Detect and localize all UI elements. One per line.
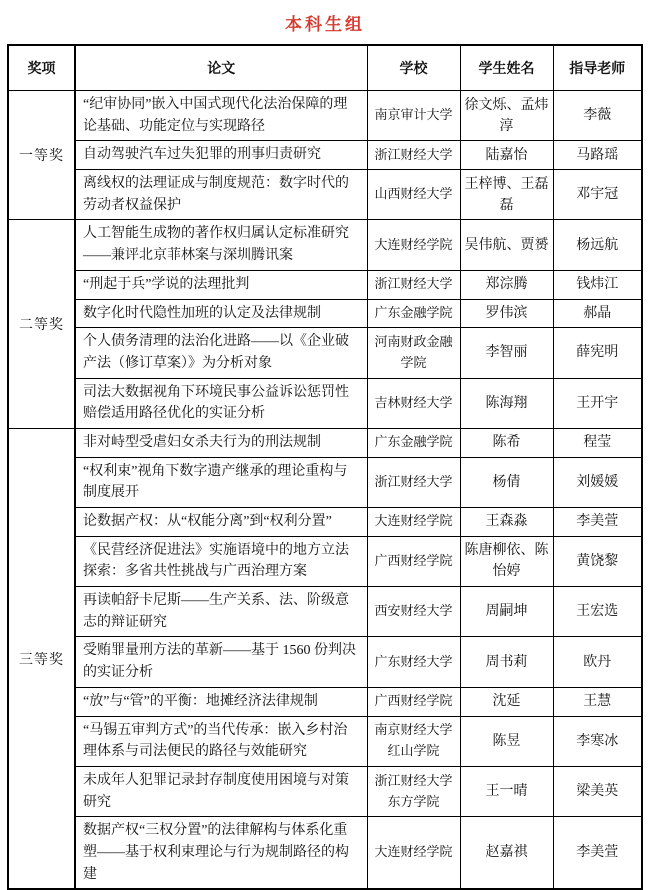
students-cell: 周书莉 (460, 637, 553, 687)
school-cell: 山西财经大学 (367, 170, 460, 220)
award-group-label: 三等奖 (8, 428, 75, 889)
paper-cell: “刑起于兵”学说的法理批判 (75, 270, 367, 299)
students-cell: 徐文烁、孟炜淳 (460, 91, 553, 141)
advisor-cell: 薛宪明 (553, 328, 642, 378)
students-cell: 罗伟滨 (460, 299, 553, 328)
column-header-school: 学校 (367, 45, 460, 91)
table-row (8, 766, 642, 816)
students-cell: 陈希 (460, 428, 553, 457)
advisor-cell: 程莹 (553, 428, 642, 457)
table-row (8, 170, 642, 220)
students-cell: 陆嘉怡 (460, 141, 553, 170)
advisor-cell: 李美萱 (553, 817, 642, 890)
table-row (8, 91, 642, 141)
table-row (8, 536, 642, 586)
students-cell: 王梓博、王磊磊 (460, 170, 553, 220)
school-cell: 广西财经学院 (367, 536, 460, 586)
award-group-label: 二等奖 (8, 220, 75, 429)
table-body (8, 91, 642, 890)
students-cell: 陈海翔 (460, 378, 553, 428)
paper-cell: “权利束”视角下数字遗产继承的理论重构与制度展开 (75, 457, 367, 507)
school-cell: 浙江财经大学东方学院 (367, 766, 460, 816)
school-cell: 南京审计大学 (367, 91, 460, 141)
school-cell: 大连财经学院 (367, 220, 460, 270)
column-header-advisor: 指导老师 (553, 45, 642, 91)
school-cell: 大连财经学院 (367, 817, 460, 890)
advisor-cell: 王开宇 (553, 378, 642, 428)
students-cell: 李智丽 (460, 328, 553, 378)
table-row (8, 687, 642, 716)
advisor-cell: 欧丹 (553, 637, 642, 687)
paper-cell: 离线权的法理证成与制度规范：数字时代的劳动者权益保护 (75, 170, 367, 220)
advisor-cell: 黄饶黎 (553, 536, 642, 586)
school-cell: 广西财经学院 (367, 687, 460, 716)
advisor-cell: 杨远航 (553, 220, 642, 270)
page-title: 本科生组 (285, 15, 365, 34)
paper-cell: 非对峙型受虐妇女杀夫行为的刑法规制 (75, 428, 367, 457)
paper-cell: 《民营经济促进法》实施语境中的地方立法探索：多省共性挑战与广西治理方案 (75, 536, 367, 586)
advisor-cell: 刘媛媛 (553, 457, 642, 507)
paper-cell: 数字化时代隐性加班的认定及法律规制 (75, 299, 367, 328)
advisor-cell: 钱炜江 (553, 270, 642, 299)
table-row (8, 328, 642, 378)
advisor-cell: 郝晶 (553, 299, 642, 328)
column-header-paper: 论文 (75, 45, 367, 91)
students-cell: 陈唐柳依、陈怡婷 (460, 536, 553, 586)
paper-cell: 未成年人犯罪记录封存制度使用困境与对策研究 (75, 766, 367, 816)
table-row (8, 378, 642, 428)
advisor-cell: 王宏选 (553, 587, 642, 637)
award-group-label: 一等奖 (8, 91, 75, 220)
students-cell: 杨倩 (460, 457, 553, 507)
school-cell: 浙江财经大学 (367, 457, 460, 507)
students-cell: 吴伟航、贾赟 (460, 220, 553, 270)
students-cell: 郑淙腾 (460, 270, 553, 299)
school-cell: 河南财政金融学院 (367, 328, 460, 378)
table-row (8, 141, 642, 170)
paper-cell: 论数据产权：从“权能分离”到“权利分置” (75, 508, 367, 537)
school-cell: 浙江财经大学 (367, 141, 460, 170)
school-cell: 吉林财经大学 (367, 378, 460, 428)
table-row (8, 428, 642, 457)
table-row (8, 817, 642, 890)
header-row (8, 45, 642, 91)
students-cell: 陈昱 (460, 716, 553, 766)
advisor-cell: 马路瑶 (553, 141, 642, 170)
students-cell: 王一晴 (460, 766, 553, 816)
table-row (8, 220, 642, 270)
paper-cell: “纪审协同”嵌入中国式现代化法治保障的理论基础、功能定位与实现路径 (75, 91, 367, 141)
paper-cell: “放”与“管”的平衡：地摊经济法律规制 (75, 687, 367, 716)
column-header-students: 学生姓名 (460, 45, 553, 91)
school-cell: 南京财经大学红山学院 (367, 716, 460, 766)
table-row (8, 299, 642, 328)
paper-cell: 受贿罪量刑方法的革新——基于 1560 份判决的实证分析 (75, 637, 367, 687)
table-row (8, 637, 642, 687)
awards-table (7, 44, 643, 890)
school-cell: 广东金融学院 (367, 428, 460, 457)
advisor-cell: 李薇 (553, 91, 642, 141)
advisor-cell: 梁美英 (553, 766, 642, 816)
students-cell: 周嗣坤 (460, 587, 553, 637)
table-row (8, 587, 642, 637)
school-cell: 浙江财经大学 (367, 270, 460, 299)
column-header-award: 奖项 (8, 45, 75, 91)
students-cell: 王森淼 (460, 508, 553, 537)
paper-cell: 自动驾驶汽车过失犯罪的刑事归责研究 (75, 141, 367, 170)
table-row (8, 716, 642, 766)
paper-cell: 司法大数据视角下环境民事公益诉讼惩罚性赔偿适用路径优化的实证分析 (75, 378, 367, 428)
table-row (8, 508, 642, 537)
paper-cell: 人工智能生成物的著作权归属认定标准研究——兼评北京菲林案与深圳腾讯案 (75, 220, 367, 270)
paper-cell: “马锡五审判方式”的当代传承：嵌入乡村治理体系与司法便民的路径与效能研究 (75, 716, 367, 766)
school-cell: 广东财经大学 (367, 637, 460, 687)
paper-cell: 个人债务清理的法治化进路——以《企业破产法（修订草案）》为分析对象 (75, 328, 367, 378)
advisor-cell: 邓宇冠 (553, 170, 642, 220)
advisor-cell: 李寒冰 (553, 716, 642, 766)
table-row (8, 457, 642, 507)
table-row (8, 270, 642, 299)
school-cell: 广东金融学院 (367, 299, 460, 328)
school-cell: 西安财经大学 (367, 587, 460, 637)
students-cell: 赵嘉祺 (460, 817, 553, 890)
students-cell: 沈延 (460, 687, 553, 716)
table-header (8, 45, 642, 91)
advisor-cell: 李美萱 (553, 508, 642, 537)
advisor-cell: 王慧 (553, 687, 642, 716)
paper-cell: 再读帕舒卡尼斯——生产关系、法、阶级意志的辩证研究 (75, 587, 367, 637)
paper-cell: 数据产权“三权分置”的法律解构与体系化重塑——基于权利束理论与行为规制路径的构建 (75, 817, 367, 890)
school-cell: 大连财经学院 (367, 508, 460, 537)
